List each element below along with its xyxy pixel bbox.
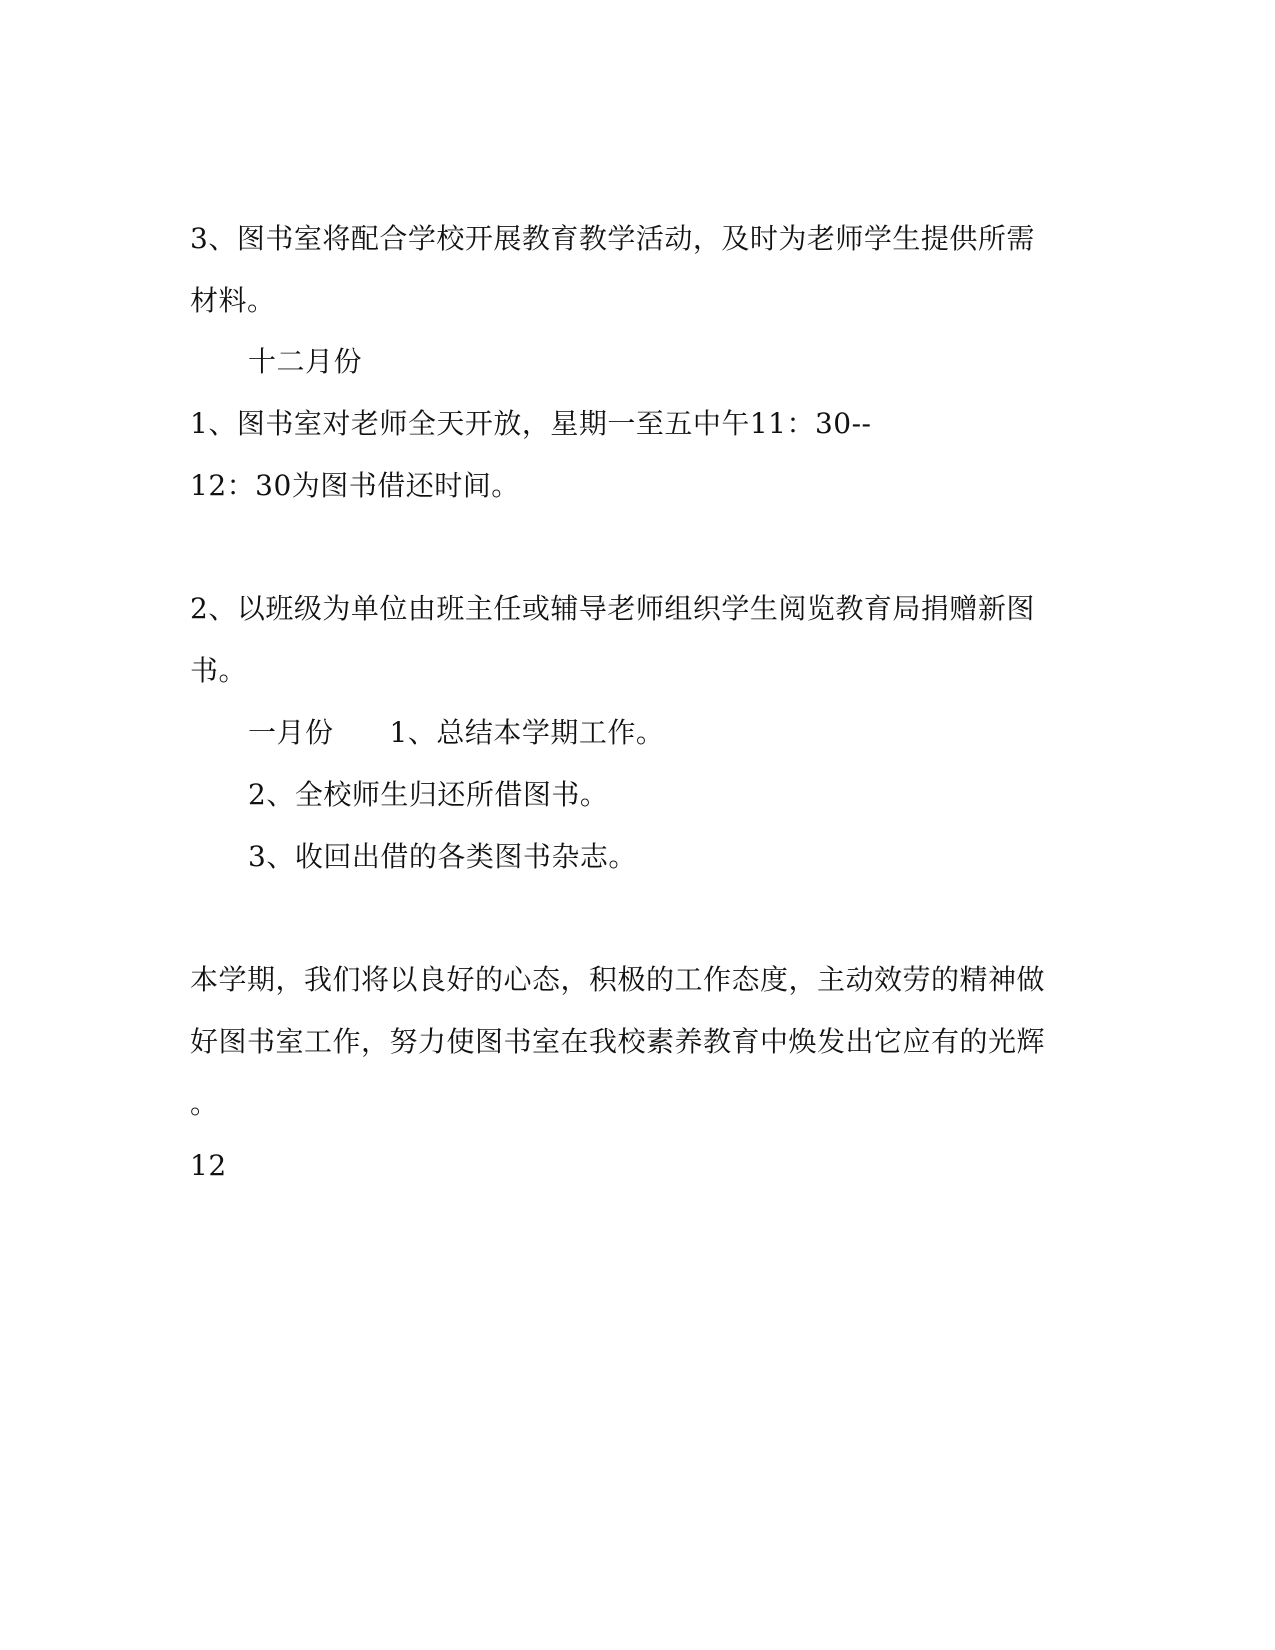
- section-heading-december: 十二月份: [248, 345, 363, 378]
- january-line: [248, 716, 664, 750]
- paragraph-line: 2、以班级为单位由班主任或辅导老师组织学生阅览教育局捐赠新图: [190, 592, 1035, 625]
- list-item: 3、收回出借的各类图书杂志。: [248, 840, 637, 873]
- paragraph-line: 好图书室工作，努力使图书室在我校素养教育中焕发出它应有的光辉: [190, 1025, 1046, 1058]
- paragraph-line: 书。: [190, 654, 248, 687]
- paragraph-line: 。: [190, 1087, 219, 1120]
- list-item: 2、全校师生归还所借图书。: [248, 778, 609, 811]
- list-item: 1、总结本学期工作。: [389, 716, 665, 749]
- paragraph-line: 3、图书室将配合学校开展教育教学活动，及时为老师学生提供所需: [190, 222, 1035, 255]
- page-number: 12: [190, 1149, 227, 1182]
- paragraph-line: 材料。: [190, 284, 276, 317]
- paragraph-line: 1、图书室对老师全天开放，星期一至五中午11：30--: [190, 407, 872, 440]
- section-heading-january: 一月份: [248, 716, 334, 749]
- paragraph-line: 本学期，我们将以良好的心态，积极的工作态度，主动效劳的精神做: [190, 963, 1046, 996]
- paragraph-line: 12：30为图书借还时间。: [190, 469, 520, 502]
